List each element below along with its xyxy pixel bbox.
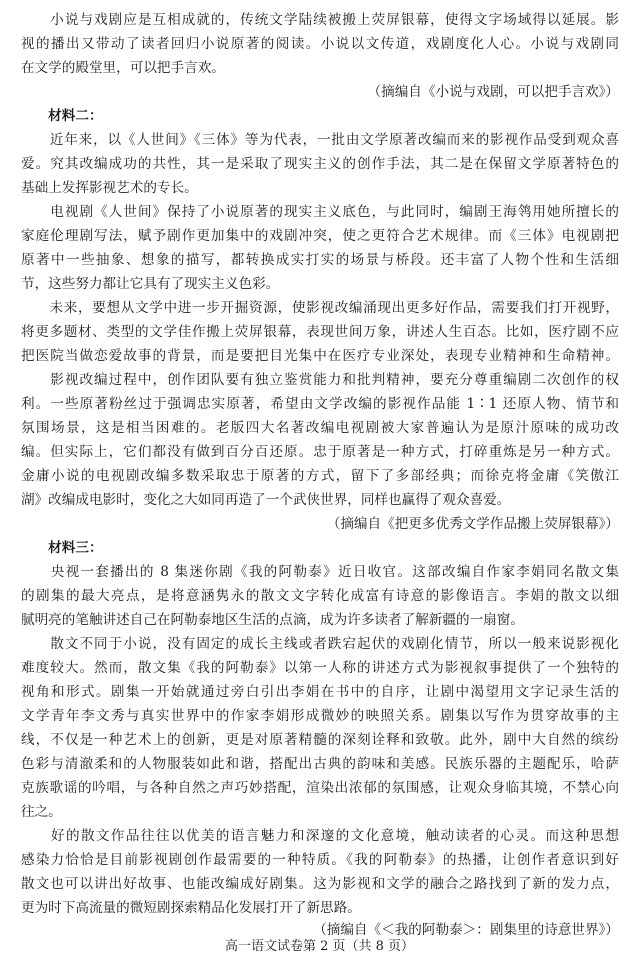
text-line: 家庭伦理剧写法，赋予剧作更加集中的戏剧冲突，使之更符合艺术规律。而《三体》电视剧把	[21, 228, 619, 244]
text-line: 金庸小说的电视剧改编多数采取忠于原著的方式，留下了多部经典；而徐克将金庸《笑傲江	[21, 468, 619, 484]
text-line: 节，这些努力都让它具有了现实主义色彩。	[21, 276, 280, 292]
text-line: 文学青年李文秀与真实世界中的作家李娟形成微妙的映照关系。剧集以写作为贯穿故事的主	[21, 708, 619, 724]
text-line: 色彩与清澈柔和的人物服装如此和谐，搭配出古典的韵味和美感。民族乐器的主题配乐，哈萨	[21, 756, 619, 772]
text-line: 编。但实际上，它们都没有做到百分百还原。忠于原著是一种方式，打碎重炼是另一种方式。	[21, 444, 619, 460]
text-line: 往之。	[21, 804, 62, 820]
text-line: 湖》改编成电影时，变化之大如同再造了一个武侠世界，同样也赢得了观众喜爱。	[21, 492, 511, 508]
text-line: 视角和形式。剧集一开始就通过旁白引出李娟在书中的自序，让剧中渴望用文字记录生活的	[21, 684, 619, 700]
text-line: 把医院当做恋爱故事的背景，而是要把目光集中在医疗专业深处，表现专业精神和生命精神。	[21, 348, 619, 364]
text-line: 的剧集的最大亮点，是将意涵隽永的散文文字转化成富有诗意的影像语言。李娟的散文以细	[21, 588, 619, 604]
section-heading: 材料二：	[21, 108, 103, 124]
text-line: 在文学的殿堂里，可以把手言欢。	[21, 60, 225, 76]
text-line: 难度较大。然而，散文集《我的阿勒泰》以第一人称的讲述方式为影视叙事提供了一个独特的	[21, 660, 619, 676]
text-line: 未来，要想从文学中进一步开掘资源，使影视改编涌现出更多好作品，需要我们打开视野，	[21, 300, 619, 316]
source-citation: （摘编自《把更多优秀文学作品搬上荧屏银幕》）	[326, 516, 619, 532]
text-line: 散文不同于小说，没有固定的成长主线或者跌宕起伏的戏剧化情节，所以一般来说影视化	[21, 636, 619, 652]
page-footer: 高一语文试卷第 2 页（共 8 页）	[224, 939, 415, 954]
source-citation: （摘编自《＜我的阿勒泰＞：剧集里的诗意世界》）	[313, 922, 619, 938]
text-line: 基础上发挥影视艺术的专长。	[21, 180, 198, 196]
text-line: 爱。究其改编成功的共性，其一是采取了现实主义的创作手法，其二是在保留文学原著特色的	[21, 156, 619, 172]
text-line: 近年来，以《人世间》《三体》等为代表，一批由文学原著改编而来的影视作品受到观众喜	[21, 132, 619, 148]
text-line: 好的散文作品往往以优美的语言魅力和深邃的文化意境，触动读者的心灵。而这种思想	[21, 828, 619, 844]
text-line: 影视改编过程中，创作团队要有独立鉴赏能力和批判精神，要充分尊重编剧二次创作的权	[21, 372, 619, 388]
text-line: 视的播出又带动了读者回归小说原著的阅读。小说以文传道，戏剧度化人心。小说与戏剧同	[21, 36, 619, 52]
text-line: 央视一套播出的 8 集迷你剧《我的阿勒泰》近日收官。这部改编自作家李娟同名散文集	[21, 564, 619, 580]
text-line: 线，不仅是一种艺术上的创新，更是对原著精髓的深刻诠释和致敬。此外，剧中大自然的缤纷	[21, 732, 619, 748]
text-line: 利。一些原著粉丝过于强调忠实原著，希望由文学改编的影视作品能 1∶1 还原人物、情节和	[21, 396, 619, 412]
text-line: 电视剧《人世间》保持了小说原著的现实主义底色，与此同时，编剧王海鸰用她所擅长的	[21, 204, 619, 220]
text-line: 腻明亮的笔触讲述自己在阿勒泰地区生活的点滴，成为许多读者了解新疆的一扇窗。	[21, 612, 524, 628]
section-heading: 材料三：	[21, 540, 103, 556]
text-line: 感染力恰恰是目前影视剧创作最需要的一种特质。《我的阿勒泰》的热播，让创作者意识到好	[21, 852, 619, 868]
text-line: 将更多题材、类型的文学佳作搬上荧屏银幕，表现世间万象，讲述人生百态。比如，医疗剧不应	[21, 324, 619, 340]
text-line: 散文也可以讲出好故事、也能改编成好剧集。这为影视和文学的融合之路找到了新的发力点，	[21, 876, 619, 892]
text-line: 更为时下高流量的微短剧探索精品化发展打开了新思路。	[21, 900, 361, 916]
text-line: 克族歌谣的吟唱，与各种自然之声巧妙搭配，渲染出浓郁的氛围感，让观众身临其境，不禁心向	[21, 780, 619, 796]
text-line: 原著中一些抽象、想象的描写，都转换成实打实的场景与桥段。还丰富了人物个性和生活细	[21, 252, 619, 268]
text-line: 氛围场景，这是相当困难的。老版四大名著改编电视剧被大家普遍认为是原汁原味的成功改	[21, 420, 619, 436]
source-citation: （摘编自《小说与戏剧，可以把手言欢》）	[367, 84, 619, 100]
text-line: 小说与戏剧应是互相成就的，传统文学陆续被搬上荧屏银幕，使得文字场域得以延展。影	[21, 12, 619, 28]
